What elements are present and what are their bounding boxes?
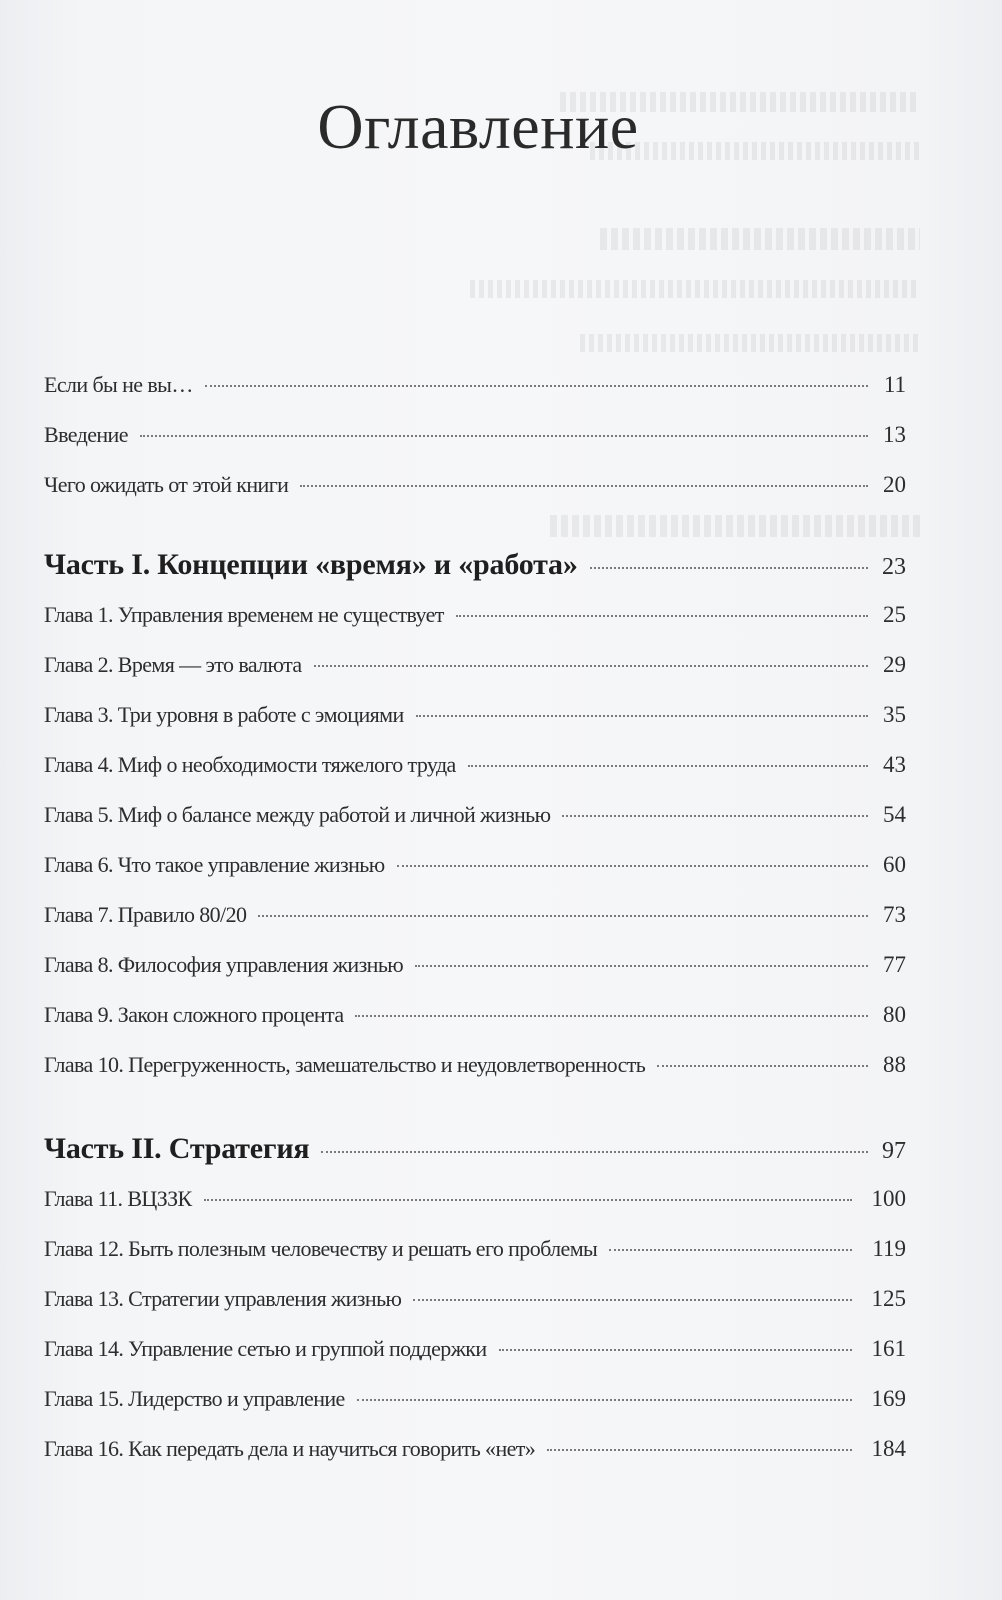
- toc-page-number: 54: [883, 802, 906, 827]
- chapter-title: Глава 3. Три уровня в работе с эмоциями: [44, 702, 404, 727]
- toc-chapter[interactable]: [44, 1436, 906, 1486]
- chapter-title: Глава 5. Миф о балансе между работой и личной жизнью: [44, 802, 551, 827]
- toc-page-number: 60: [883, 852, 906, 877]
- toc-page-number: 97: [882, 1138, 906, 1164]
- dot-leader: [357, 1399, 852, 1401]
- toc-entry[interactable]: [44, 422, 906, 472]
- toc-page-number: 100: [871, 1186, 906, 1211]
- toc-chapter[interactable]: [44, 852, 906, 902]
- chapter-title: Глава 13. Стратегии управления жизнью: [44, 1286, 402, 1311]
- chapter-title: Глава 1. Управления временем не существует: [44, 602, 444, 627]
- dot-leader: [609, 1249, 852, 1251]
- chapter-title: Глава 10. Перегруженность, замешательство и неудовлетворенность: [44, 1052, 646, 1077]
- dot-leader: [416, 715, 868, 717]
- chapter-title: Глава 15. Лидерство и управление: [44, 1386, 345, 1411]
- chapter-title: Глава 4. Миф о необходимости тяжелого труда: [44, 752, 456, 777]
- chapter-title: Глава 6. Что такое управление жизнью: [44, 852, 385, 877]
- chapter-title: Глава 9. Закон сложного процента: [44, 1002, 344, 1027]
- toc-chapter[interactable]: [44, 1286, 906, 1336]
- toc-chapter[interactable]: [44, 802, 906, 852]
- toc-chapter[interactable]: [44, 1236, 906, 1286]
- toc-part-heading[interactable]: [44, 1132, 906, 1186]
- toc-page-number: 119: [872, 1236, 906, 1261]
- toc-page-number: 88: [883, 1052, 906, 1077]
- dot-leader: [258, 915, 868, 917]
- toc-chapter[interactable]: [44, 702, 906, 752]
- bleed-through-shadow: [600, 228, 920, 250]
- toc-page-number: 35: [883, 702, 906, 727]
- dot-leader: [355, 1015, 868, 1017]
- toc-chapter[interactable]: [44, 752, 906, 802]
- chapter-title: Глава 7. Правило 80/20: [44, 902, 247, 927]
- dot-leader: [300, 485, 868, 487]
- dot-leader: [397, 865, 868, 867]
- toc-chapter[interactable]: [44, 1052, 906, 1102]
- part-title: Часть I. Концепции «время» и «работа»: [44, 548, 578, 581]
- toc-chapter[interactable]: [44, 902, 906, 952]
- toc-chapter[interactable]: [44, 652, 906, 702]
- toc-page-number: 80: [883, 1002, 906, 1027]
- toc-entry-label: Если бы не вы…: [44, 372, 193, 397]
- dot-leader: [590, 567, 868, 569]
- page-title: Оглавление: [317, 91, 639, 162]
- toc-chapter[interactable]: [44, 1336, 906, 1386]
- toc-chapter[interactable]: [44, 952, 906, 1002]
- toc-entry-label: Чего ожидать от этой книги: [44, 472, 289, 497]
- dot-leader: [547, 1449, 852, 1451]
- toc-chapter[interactable]: [44, 602, 906, 652]
- toc-chapter[interactable]: [44, 1386, 906, 1436]
- toc-page-number: 25: [883, 602, 906, 627]
- dot-leader: [468, 765, 868, 767]
- dot-leader: [314, 665, 868, 667]
- toc-part-heading[interactable]: [44, 548, 906, 602]
- toc-page-number: 13: [883, 422, 906, 447]
- toc-page-number: 11: [883, 372, 906, 397]
- toc-chapter[interactable]: [44, 1002, 906, 1052]
- toc-page-number: 161: [871, 1336, 906, 1361]
- chapter-title: Глава 2. Время — это валюта: [44, 652, 302, 677]
- toc-chapter[interactable]: [44, 1186, 906, 1236]
- dot-leader: [415, 965, 868, 967]
- dot-leader: [205, 385, 868, 387]
- dot-leader: [657, 1065, 868, 1067]
- dot-leader: [562, 815, 868, 817]
- chapter-title: Глава 16. Как передать дела и научиться говорить «нет»: [44, 1436, 536, 1461]
- toc-page-number: 125: [871, 1286, 906, 1311]
- chapter-title: Глава 14. Управление сетью и группой поддержки: [44, 1336, 487, 1361]
- chapter-title: Глава 11. ВЦЗЗК: [44, 1186, 192, 1211]
- toc-page-number: 29: [883, 652, 906, 677]
- toc-page-number: 20: [883, 472, 906, 497]
- toc-page-number: 169: [871, 1386, 906, 1411]
- dot-leader: [413, 1299, 852, 1301]
- dot-leader: [499, 1349, 852, 1351]
- toc-page-number: 23: [882, 554, 906, 580]
- bleed-through-shadow: [470, 280, 920, 298]
- toc-page-number: 73: [883, 902, 906, 927]
- dot-leader: [456, 615, 868, 617]
- toc-entry[interactable]: [44, 372, 906, 422]
- chapter-title: Глава 8. Философия управления жизнью: [44, 952, 404, 977]
- toc-entry-label: Введение: [44, 422, 128, 447]
- part-title: Часть II. Стратегия: [44, 1132, 310, 1165]
- dot-leader: [204, 1199, 852, 1201]
- dot-leader: [321, 1151, 868, 1153]
- bleed-through-shadow: [580, 334, 920, 352]
- toc-entry[interactable]: [44, 472, 906, 522]
- toc-page-number: 184: [871, 1436, 906, 1461]
- chapter-title: Глава 12. Быть полезным человечеству и решать его проблемы: [44, 1236, 598, 1261]
- toc-page-number: 43: [883, 752, 906, 777]
- toc-page-number: 77: [883, 952, 906, 977]
- dot-leader: [140, 435, 868, 437]
- table-of-contents: [44, 372, 906, 1486]
